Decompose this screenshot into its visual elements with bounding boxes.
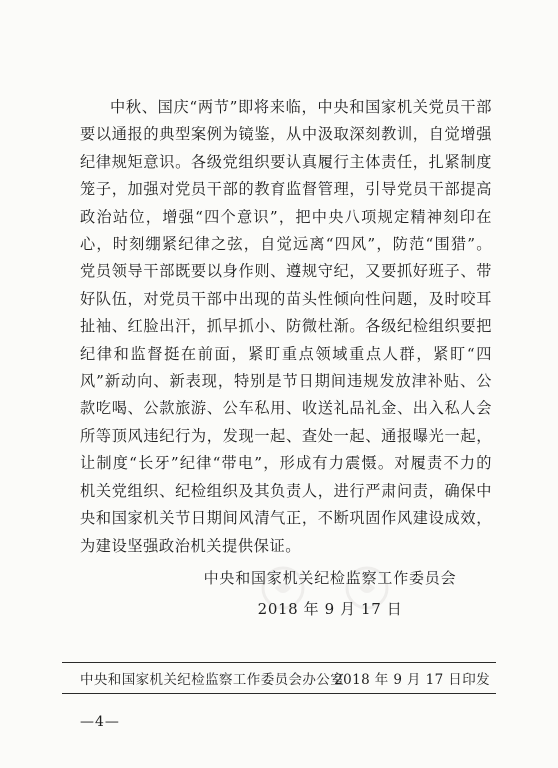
signature-date: 2018 年 9 月 17 日	[257, 600, 403, 618]
body-paragraph: 中秋、国庆“两节”即将来临，中央和国家机关党员干部要以通报的典型案例为镜鉴，从中汲取深刻教训，自觉增强纪律规矩意识。各级党组织要认真履行主体责任，扎紧制度笼子，加强对党员干部的教育监督管理，引导党员干部提高政治站位，增强“四个意识”，把中央八项规定精神刻印在心，时刻绷紧纪律之弦，自觉远离“四风”，防范“围猎”。党员领导干部既要以身作则、遵规守纪，又要抓好班子、带好队伍，对党员干部中出现的苗头性倾向性问题，及时咬耳扯袖、红脸出汗，抓早抓小、防微杜渐。各级纪检组织要把纪律和监督挺在前面，紧盯重点领域重点人群，紧盯“四风”新动向、新表现，特别是节日期间违规发放津补贴、公款吃喝、公款旅游、公车私用、收送礼品礼金、出入私人会所等顶风违纪行为，发现一起、查处一起、通报曝光一起，让制度“长牙”纪律“带电”，形成有力震慑。对履责不力的机关党组织、纪检组织及其负责人，进行严肃问责，确保中央和国家机关节日期间风清气正，不断巩固作风建设成效，为建设坚强政治机关提供保证。	[80, 98, 492, 555]
footer-issuing-office: 中央和国家机关纪检监察工作委员会办公室	[80, 672, 345, 688]
footer-top-rule	[62, 662, 496, 663]
footer-row	[80, 668, 490, 690]
footer-print-date: 2018 年 9 月 17 日印发	[334, 672, 490, 688]
signature-organization: 中央和国家机关纪检监察工作委员会	[203, 569, 457, 587]
page-number: —4—	[80, 714, 120, 730]
footer-bottom-rule	[62, 693, 496, 694]
